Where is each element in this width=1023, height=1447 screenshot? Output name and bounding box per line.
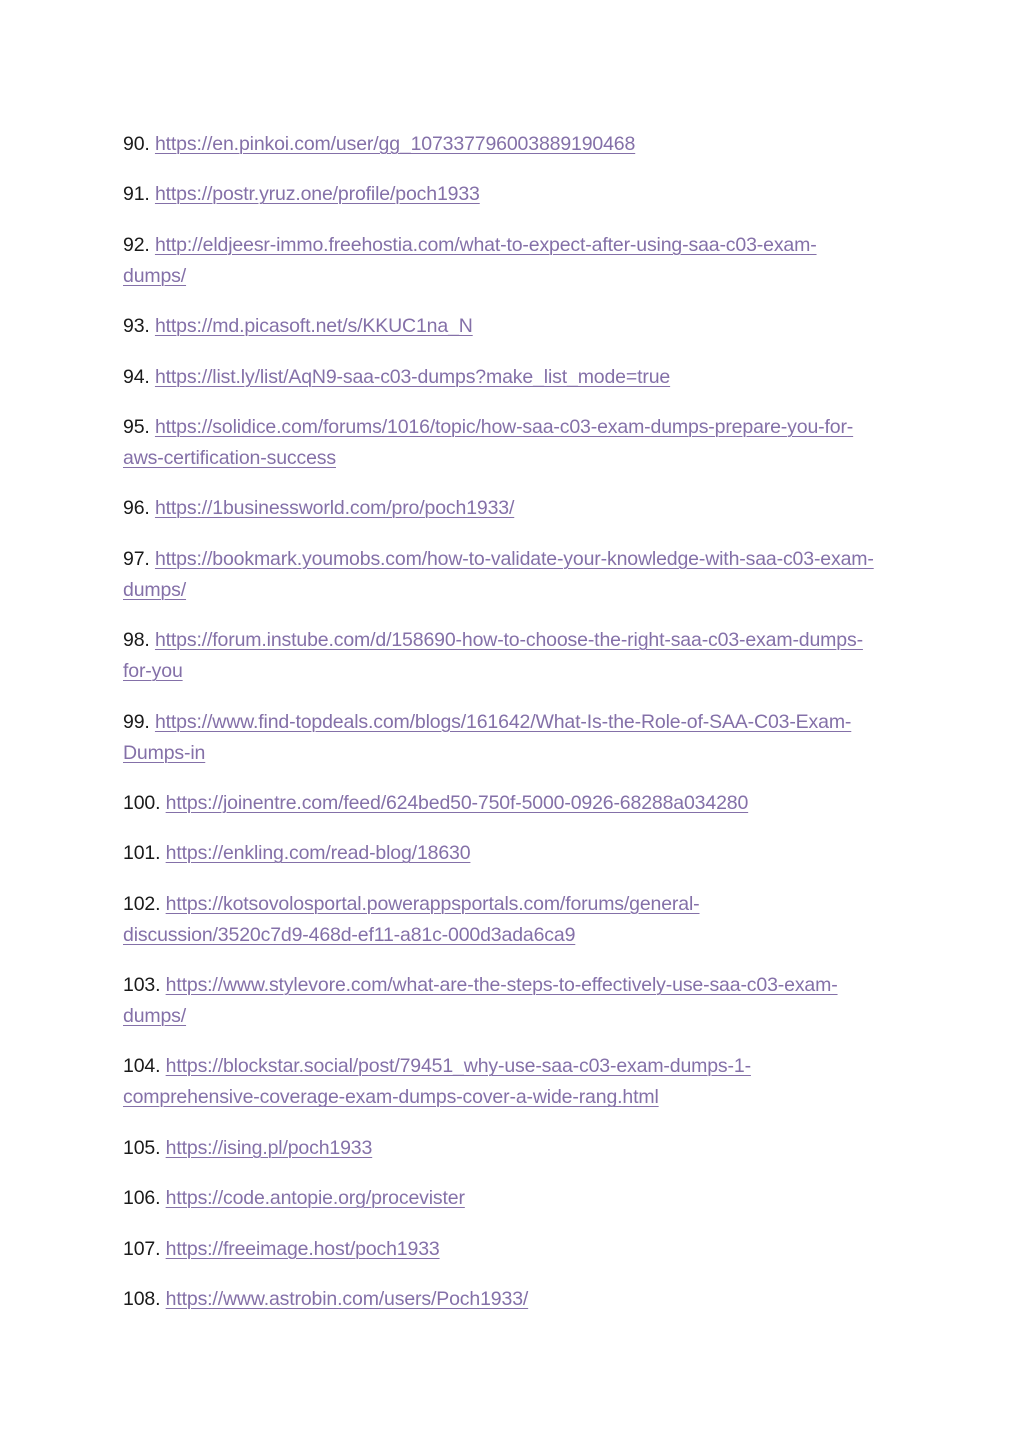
item-number: 98. (123, 629, 150, 652)
item-number: 108. (123, 1288, 161, 1311)
list-item (123, 311, 913, 342)
item-number: 103. (123, 974, 161, 997)
list-item (123, 1183, 913, 1214)
link-list (123, 129, 913, 1334)
list-item (123, 412, 913, 474)
list-item (123, 788, 913, 819)
item-link[interactable]: https://md.picasoft.net/s/KKUC1na_N (154, 315, 473, 338)
item-link[interactable]: https://solidice.com/forums/1016/topic/how-saa-c03-exam-dumps-prepare-you-for- aws-certification-success (123, 415, 854, 469)
item-link[interactable]: https://code.antopie.org/procevister (165, 1187, 465, 1210)
item-link[interactable]: https://en.pinkoi.com/user/gg_107337796003889190468 (154, 133, 636, 155)
list-item (123, 493, 913, 524)
item-number: 96. (123, 497, 150, 520)
item-link[interactable]: https://1businessworld.com/pro/poch1933/ (154, 497, 515, 520)
item-number: 106. (123, 1187, 161, 1210)
list-item (123, 362, 913, 393)
list-item (123, 970, 913, 1032)
item-number: 97. (123, 547, 150, 570)
list-item (123, 129, 913, 160)
list-item (123, 544, 913, 606)
item-link[interactable]: https://bookmark.youmobs.com/how-to-validate-your-knowledge-with-saa-c03-exam- dumps/ (123, 547, 874, 601)
item-number: 104. (123, 1055, 161, 1078)
list-item (123, 1051, 913, 1113)
item-link[interactable]: https://enkling.com/read-blog/18630 (165, 842, 471, 865)
item-number: 90. (123, 133, 150, 155)
item-link[interactable]: https://freeimage.host/poch1933 (165, 1237, 440, 1260)
item-number: 107. (123, 1237, 161, 1260)
list-item (123, 889, 913, 951)
item-number: 102. (123, 892, 161, 915)
item-link[interactable]: https://postr.yruz.one/profile/poch1933 (154, 183, 480, 206)
list-item (123, 1234, 913, 1265)
item-link[interactable]: https://www.stylevore.com/what-are-the-steps-to-effectively-use-saa-c03-exam- dumps/ (123, 974, 838, 1028)
list-item (123, 1133, 913, 1164)
item-number: 99. (123, 710, 150, 733)
item-link[interactable]: https://blockstar.social/post/79451_why-use-saa-c03-exam-dumps-1- comprehensive-coverage-exam-dumps-cover-a-wide-rang.html (123, 1055, 751, 1109)
list-item (123, 707, 913, 769)
item-link[interactable]: http://eldjeesr-immo.freehostia.com/what-to-expect-after-using-saa-c03-exam- dumps/ (123, 233, 817, 287)
list-item (123, 179, 913, 210)
list-item (123, 625, 913, 687)
item-number: 101. (123, 842, 161, 865)
item-number: 95. (123, 415, 150, 438)
list-item (123, 230, 913, 292)
list-item (123, 1284, 913, 1315)
item-link[interactable]: https://ising.pl/poch1933 (165, 1136, 373, 1159)
item-link[interactable]: https://www.find-topdeals.com/blogs/161642/What-Is-the-Role-of-SAA-C03-Exam- Dumps-in (123, 710, 852, 764)
item-number: 100. (123, 791, 161, 814)
list-item (123, 838, 913, 869)
item-number: 91. (123, 183, 150, 206)
item-link[interactable]: https://joinentre.com/feed/624bed50-750f-5000-0926-68288a034280 (165, 791, 749, 814)
item-number: 94. (123, 365, 150, 388)
item-number: 92. (123, 233, 150, 256)
item-number: 105. (123, 1136, 161, 1159)
item-link[interactable]: https://www.astrobin.com/users/Poch1933/ (165, 1288, 529, 1311)
item-link[interactable]: https://forum.instube.com/d/158690-how-to-choose-the-right-saa-c03-exam-dumps- for-you (123, 629, 863, 683)
item-link[interactable]: https://list.ly/list/AqN9-saa-c03-dumps?make_list_mode=true (154, 365, 671, 388)
item-link[interactable]: https://kotsovolosportal.powerappsportals.com/forums/general- discussion/3520c7d9-468d-ef11-a81c-000d3ada6ca9 (123, 892, 700, 946)
item-number: 93. (123, 315, 150, 338)
